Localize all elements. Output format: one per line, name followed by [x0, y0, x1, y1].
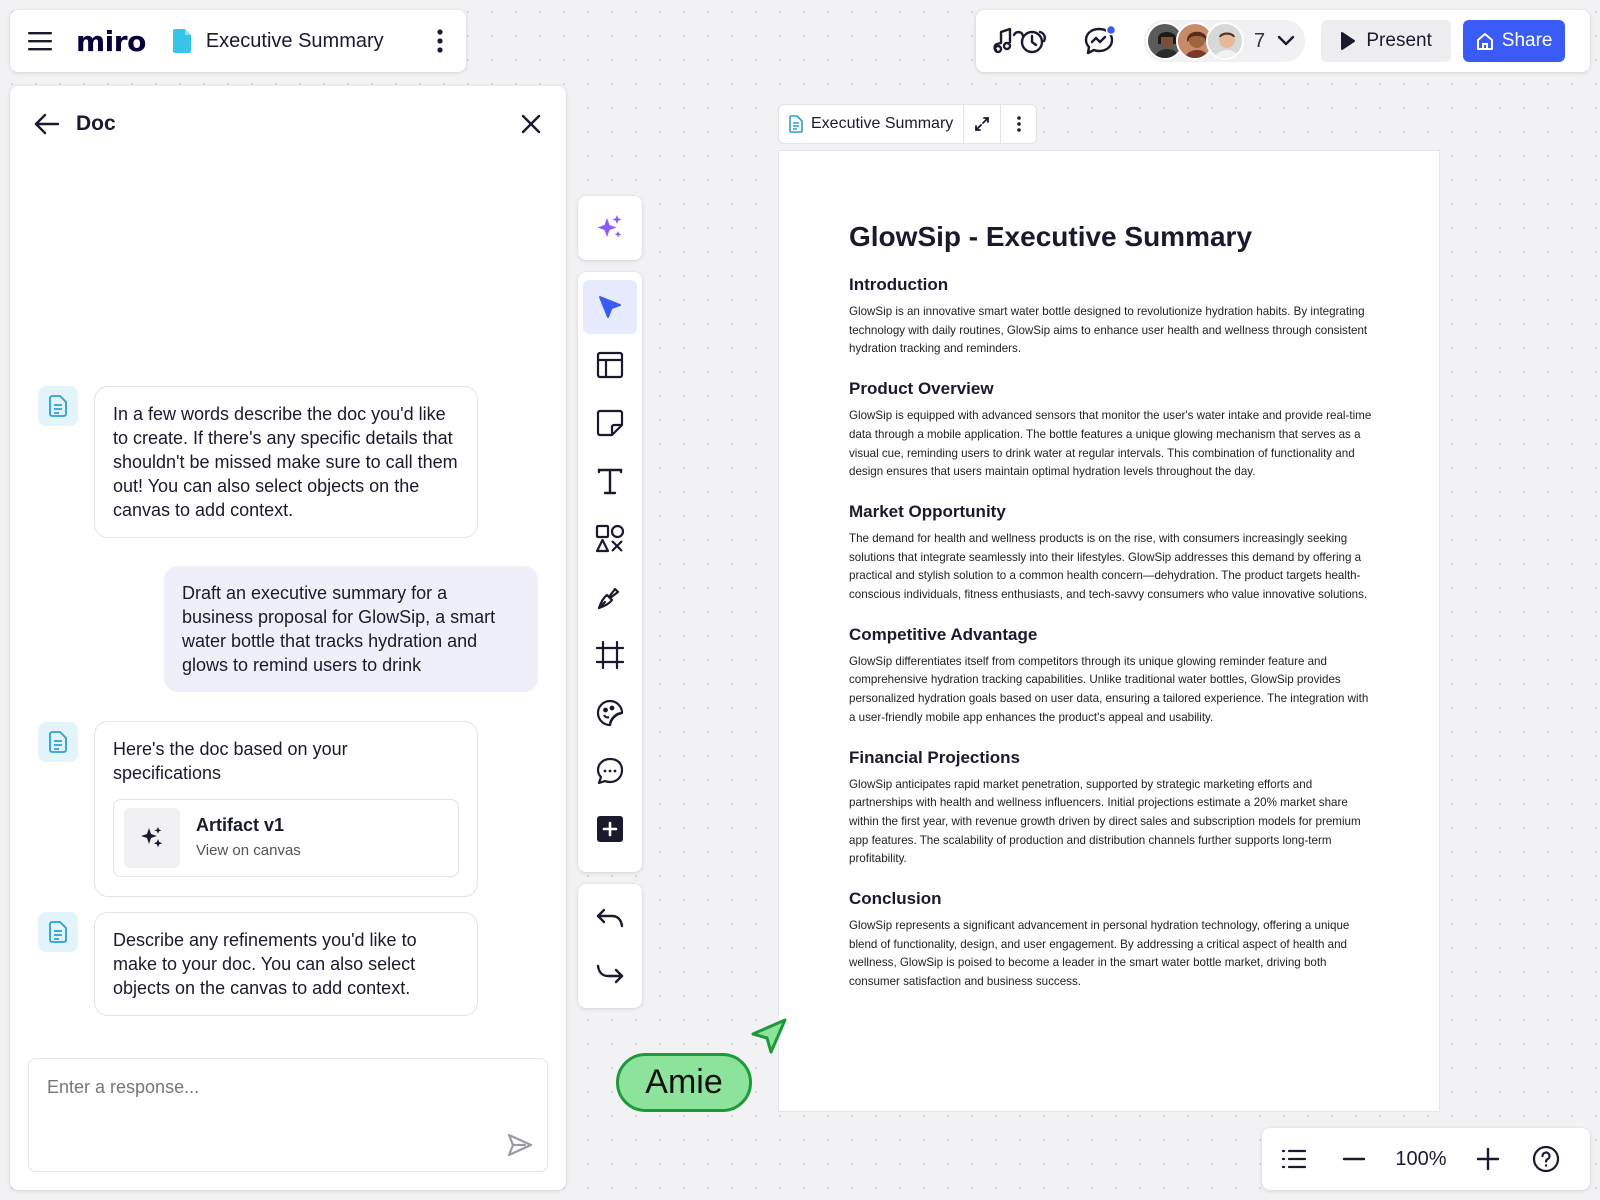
pen-tool-button[interactable]	[583, 570, 637, 624]
assistant-message	[94, 721, 478, 897]
section-body: The demand for health and wellness products is on the rise, with consumers increasingly seeking solutions that integrate seamlessly into their lifestyles. GlowSip addresses this demand by offering a practical and stylish solution to a common health concern—dehydration. The product targets health-conscious individuals, fitness enthusiasts, and tech-savvy consumers who value innovative solutions.	[849, 531, 1368, 602]
miro-logo[interactable]: miro	[76, 24, 146, 58]
doc-assistant-panel	[10, 86, 566, 1190]
doc-section	[849, 625, 1375, 728]
sticky-note-tool-button[interactable]	[583, 396, 637, 450]
redo-button[interactable]	[583, 948, 637, 1000]
cursor-arrow-icon	[596, 293, 624, 321]
comment-tool-button[interactable]	[583, 744, 637, 798]
doc-frame-title[interactable]	[779, 105, 964, 143]
doc-icon	[789, 115, 803, 133]
help-button[interactable]	[1524, 1137, 1568, 1181]
ai-toolbar	[578, 196, 642, 260]
artifact-title: Artifact v1	[196, 815, 285, 835]
back-arrow-icon[interactable]	[34, 113, 60, 135]
doc-frame[interactable]	[778, 150, 1440, 1112]
minus-icon	[1342, 1157, 1366, 1161]
zoom-bar	[1262, 1128, 1590, 1190]
section-heading: Introduction	[849, 275, 949, 294]
assistant-doc-icon	[38, 722, 78, 762]
chat-button[interactable]	[1078, 19, 1122, 63]
board-options-button[interactable]	[436, 28, 444, 54]
frame-label-text: Executive Summary	[811, 115, 954, 132]
doc-section	[849, 379, 1375, 482]
sticker-icon	[596, 699, 624, 727]
templates-tool-button[interactable]	[583, 338, 637, 392]
undo-button[interactable]	[583, 892, 637, 944]
frame-tool-button[interactable]	[583, 628, 637, 682]
creation-toolbar	[578, 272, 642, 872]
kebab-icon	[436, 28, 444, 54]
section-heading: Product Overview	[849, 379, 994, 399]
plus-square-icon	[596, 815, 624, 843]
kebab-icon	[1016, 115, 1022, 133]
user-message: Draft an executive summary for a business proposal for GlowSip, a smart water bottle that tracks hydration and glows to remind users to drink	[164, 566, 538, 692]
pen-icon	[596, 583, 624, 611]
doc-icon	[172, 28, 192, 54]
shapes-tool-button[interactable]	[583, 512, 637, 566]
doc-title: GlowSip - Executive Summary	[849, 221, 1253, 252]
section-body: GlowSip is an innovative smart water bottle designed to revolutionize hydration habits. By integrating technology with daily routines, GlowSip aims to enhance user health and wellness through consistent hydration tracking and reminders.	[849, 305, 1368, 356]
collaborator-cursor-label: Amie	[616, 1053, 752, 1112]
present-button[interactable]	[1321, 20, 1451, 62]
shapes-icon	[595, 524, 625, 554]
expand-button[interactable]	[964, 105, 1000, 143]
collaborator-cursor-icon	[750, 1018, 788, 1056]
zoom-in-button[interactable]	[1466, 1137, 1510, 1181]
share-icon	[1476, 31, 1494, 51]
doc-content	[849, 221, 1375, 1012]
artifact-card[interactable]	[113, 799, 459, 877]
undo-icon	[595, 907, 625, 929]
help-icon	[1532, 1145, 1560, 1173]
send-icon[interactable]	[507, 1133, 533, 1157]
assistant-doc-icon	[38, 912, 78, 952]
board-header	[10, 10, 466, 72]
text-tool-button[interactable]	[583, 454, 637, 508]
section-heading: Competitive Advantage	[849, 624, 1038, 644]
share-label: Share	[1501, 30, 1553, 51]
doc-section	[849, 502, 1375, 605]
plus-icon	[1476, 1147, 1500, 1171]
ai-sparkle-icon	[595, 213, 625, 243]
zoom-level[interactable]: 100%	[1395, 1147, 1447, 1170]
message-text: Here's the doc based on your specifications	[113, 739, 348, 783]
collaborators-list[interactable]	[1144, 20, 1305, 62]
chevron-down-icon[interactable]	[1277, 35, 1295, 47]
section-body: GlowSip anticipates rapid market penetration, supported by strategic marketing efforts and partnerships with health and wellness influencers. Initial projections estimate a 20% market share within the first year, with revenue growth driven by direct sales and subscription models for premium app features. The scalability of production and distribution channels further supports long-term profitability.	[849, 777, 1361, 866]
templates-icon	[596, 351, 624, 379]
main-menu-button[interactable]	[26, 27, 54, 55]
doc-section	[849, 748, 1375, 870]
section-body: GlowSip is equipped with advanced sensors that monitor the user's water intake and provide real-time data through a mobile application. The bottle features a unique glowing mechanism that serves as a visual cue, reminding users to drink water at regular intervals. This combination of functionality and design ensures that users maintain optimal hydration levels throughout the day.	[849, 409, 1372, 479]
present-label: Present	[1366, 30, 1432, 51]
text-icon	[596, 467, 624, 495]
redo-icon	[595, 963, 625, 985]
section-heading: Financial Projections	[849, 747, 1020, 767]
outline-button[interactable]	[1272, 1137, 1316, 1181]
chat-notification-icon	[1083, 25, 1117, 57]
reactions-timer-icon	[992, 26, 1052, 56]
ai-sparkle-button[interactable]	[583, 204, 637, 252]
section-heading: Market Opportunity	[849, 501, 1006, 521]
frame-options-button[interactable]	[1000, 105, 1036, 143]
response-box	[28, 1058, 548, 1172]
share-button[interactable]	[1463, 20, 1565, 62]
doc-frame-label[interactable]	[778, 104, 1037, 144]
collaboration-bar	[976, 10, 1590, 72]
expand-icon	[974, 116, 990, 132]
sticky-note-icon	[596, 409, 624, 437]
frame-icon	[596, 641, 624, 669]
section-body: GlowSip represents a significant advancement in personal hydration technology, offering a unique blend of functionality, design, and user engagement. By addressing a critical aspect of health and wellness, GlowSip is poised to become a leader in the smart water bottle market, driving both consumer satisfaction and business success.	[849, 919, 1350, 989]
panel-title: Doc	[76, 112, 116, 135]
assistant-message: In a few words describe the doc you'd like to create. If there's any specific details that shouldn't be missed make sure to call them out! You can also select objects on the canvas to add context.	[94, 386, 478, 538]
history-toolbar	[578, 884, 642, 1008]
comment-icon	[596, 757, 624, 785]
doc-section	[849, 275, 1375, 359]
assistant-message: Describe any refinements you'd like to make to your doc. You can also select objects on the canvas to add context.	[94, 912, 478, 1016]
board-title[interactable]: Executive Summary	[205, 29, 384, 52]
sparkle-icon	[124, 808, 180, 868]
more-apps-button[interactable]	[583, 802, 637, 856]
stickers-tool-button[interactable]	[583, 686, 637, 740]
play-icon	[1340, 31, 1356, 51]
section-heading: Conclusion	[849, 889, 942, 909]
view-on-canvas-link[interactable]: View on canvas	[196, 842, 301, 859]
doc-section	[849, 889, 1375, 992]
collaborators-count: 7	[1254, 29, 1266, 52]
select-tool-button[interactable]	[583, 280, 637, 334]
response-input[interactable]	[47, 1077, 477, 1098]
zoom-out-button[interactable]	[1332, 1137, 1376, 1181]
close-icon[interactable]	[520, 113, 542, 135]
section-body: GlowSip differentiates itself from competitors through its unique glowing reminder feature and comprehensive hydration tracking capabilities. Unlike traditional water bottles, GlowSip provides personalized hydration goals based on user data, ensuring a tailored experience. The integration with a user-friendly mobile app enhances the product's appeal and usability.	[849, 654, 1369, 724]
list-icon	[1281, 1148, 1307, 1170]
avatar[interactable]	[1206, 22, 1244, 60]
assistant-doc-icon	[38, 386, 78, 426]
hamburger-icon	[28, 31, 52, 51]
reactions-timer-button[interactable]	[990, 19, 1054, 63]
panel-header	[34, 104, 542, 144]
